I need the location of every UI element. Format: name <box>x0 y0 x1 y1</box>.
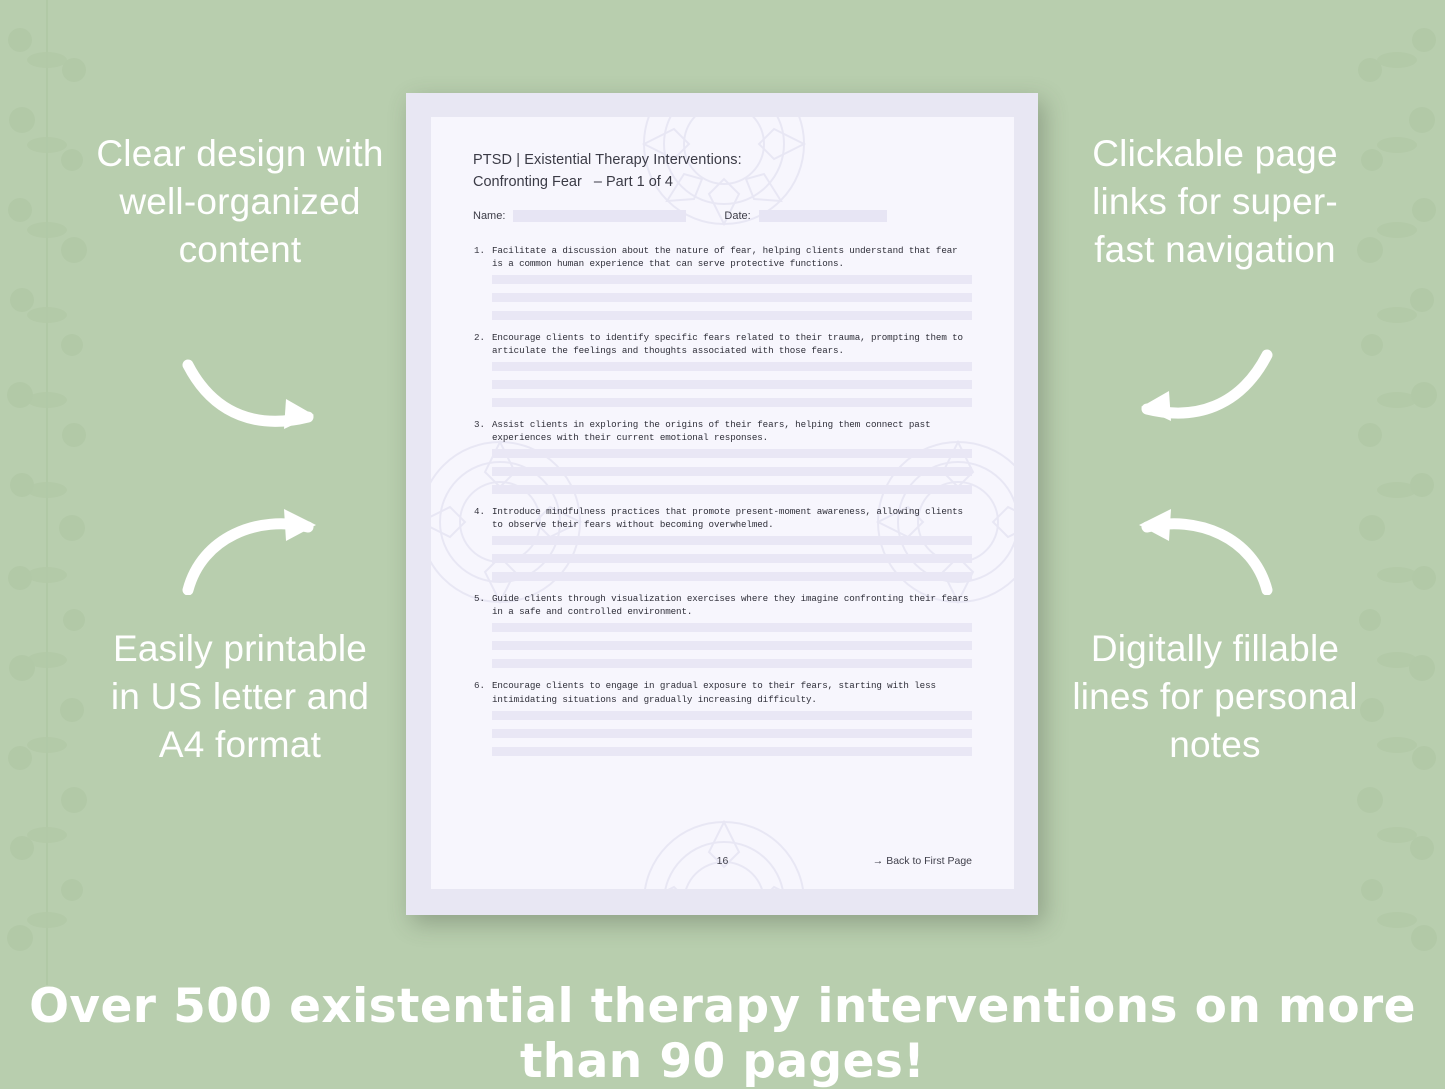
list-item <box>473 331 972 407</box>
item-text: Encourage clients to engage in gradual exposure to their fears, starting with less intimidating situations and gradually increasing difficulty. <box>492 680 936 705</box>
worksheet-subtitle: Confronting Fear <box>473 173 582 190</box>
fillable-line[interactable] <box>492 362 972 371</box>
fillable-lines <box>492 536 972 581</box>
fillable-line[interactable] <box>492 729 972 738</box>
item-number: 4. <box>473 506 485 518</box>
fillable-lines <box>492 711 972 756</box>
curved-arrow-left-icon <box>1115 345 1275 430</box>
fillable-line[interactable] <box>492 311 972 320</box>
fillable-line[interactable] <box>492 536 972 545</box>
list-item <box>473 418 972 494</box>
curved-arrow-left-icon <box>1115 505 1275 595</box>
item-number: 2. <box>473 331 485 343</box>
fillable-line[interactable] <box>492 623 972 632</box>
fillable-lines <box>492 449 972 494</box>
item-number: 1. <box>473 244 485 256</box>
name-input[interactable] <box>513 210 686 222</box>
promo-top-left: Clear design with well-organized content <box>96 133 384 271</box>
worksheet-title-line2 <box>473 174 972 190</box>
list-item <box>473 679 972 755</box>
item-text: Facilitate a discussion about the nature of fear, helping clients understand that fear is a common human experience that can serve protective functions. <box>492 244 958 269</box>
date-label: Date: <box>724 209 751 222</box>
page-footer <box>473 855 972 867</box>
back-to-first-page-link[interactable]: → Back to First Page <box>872 855 972 867</box>
fillable-line[interactable] <box>492 554 972 563</box>
item-number: 6. <box>473 680 485 692</box>
fillable-lines <box>492 275 972 320</box>
item-text: Assist clients in exploring the origins of their fears, helping them connect past experiences with their current emotional responses. <box>492 419 931 444</box>
date-input[interactable] <box>759 210 887 222</box>
list-item <box>473 505 972 581</box>
worksheet-title-line1: PTSD | Existential Therapy Interventions: <box>473 152 742 168</box>
fillable-line[interactable] <box>492 659 972 668</box>
fillable-lines <box>492 362 972 407</box>
fillable-line[interactable] <box>492 275 972 284</box>
promo-top-right: Clickable page links for super-fast navigation <box>1092 133 1338 271</box>
intervention-list <box>473 244 972 756</box>
item-text: Guide clients through visualization exercises where they imagine confronting their fears in a safe and controlled environment. <box>492 593 969 618</box>
fillable-line[interactable] <box>492 467 972 476</box>
promo-bottom-left: Easily printable in US letter and A4 format <box>110 628 370 766</box>
name-date-row <box>473 210 972 222</box>
fillable-lines <box>492 623 972 668</box>
bottom-banner <box>0 979 1445 1089</box>
worksheet-part-label: – Part 1 of 4 <box>593 173 673 190</box>
list-item <box>473 244 972 320</box>
item-text: Encourage clients to identify specific fears related to their trauma, prompting them to articulate the feelings and thoughts associated with those fears. <box>492 331 963 356</box>
fillable-line[interactable] <box>492 398 972 407</box>
fillable-line[interactable] <box>492 380 972 389</box>
banner-text: Over 500 existential therapy interventions on more than 90 pages! <box>29 979 1416 1089</box>
curved-arrow-right-icon <box>180 355 340 440</box>
worksheet-page <box>431 117 1014 889</box>
fillable-line[interactable] <box>492 485 972 494</box>
fillable-line[interactable] <box>492 711 972 720</box>
item-number: 3. <box>473 419 485 431</box>
fillable-line[interactable] <box>492 293 972 302</box>
page-number: 16 <box>716 855 729 867</box>
fillable-line[interactable] <box>492 641 972 650</box>
fillable-line[interactable] <box>492 572 972 581</box>
list-item <box>473 592 972 668</box>
item-text: Introduce mindfulness practices that promote present-moment awareness, allowing clients to observe their fears without becoming overwhelmed. <box>492 506 963 531</box>
fillable-line[interactable] <box>492 747 972 756</box>
name-label: Name: <box>473 209 506 222</box>
curved-arrow-right-icon <box>180 505 340 595</box>
promo-bottom-right: Digitally fillable lines for personal notes <box>1072 628 1358 766</box>
fillable-line[interactable] <box>492 449 972 458</box>
botanical-border-left <box>0 0 95 985</box>
item-number: 5. <box>473 593 485 605</box>
